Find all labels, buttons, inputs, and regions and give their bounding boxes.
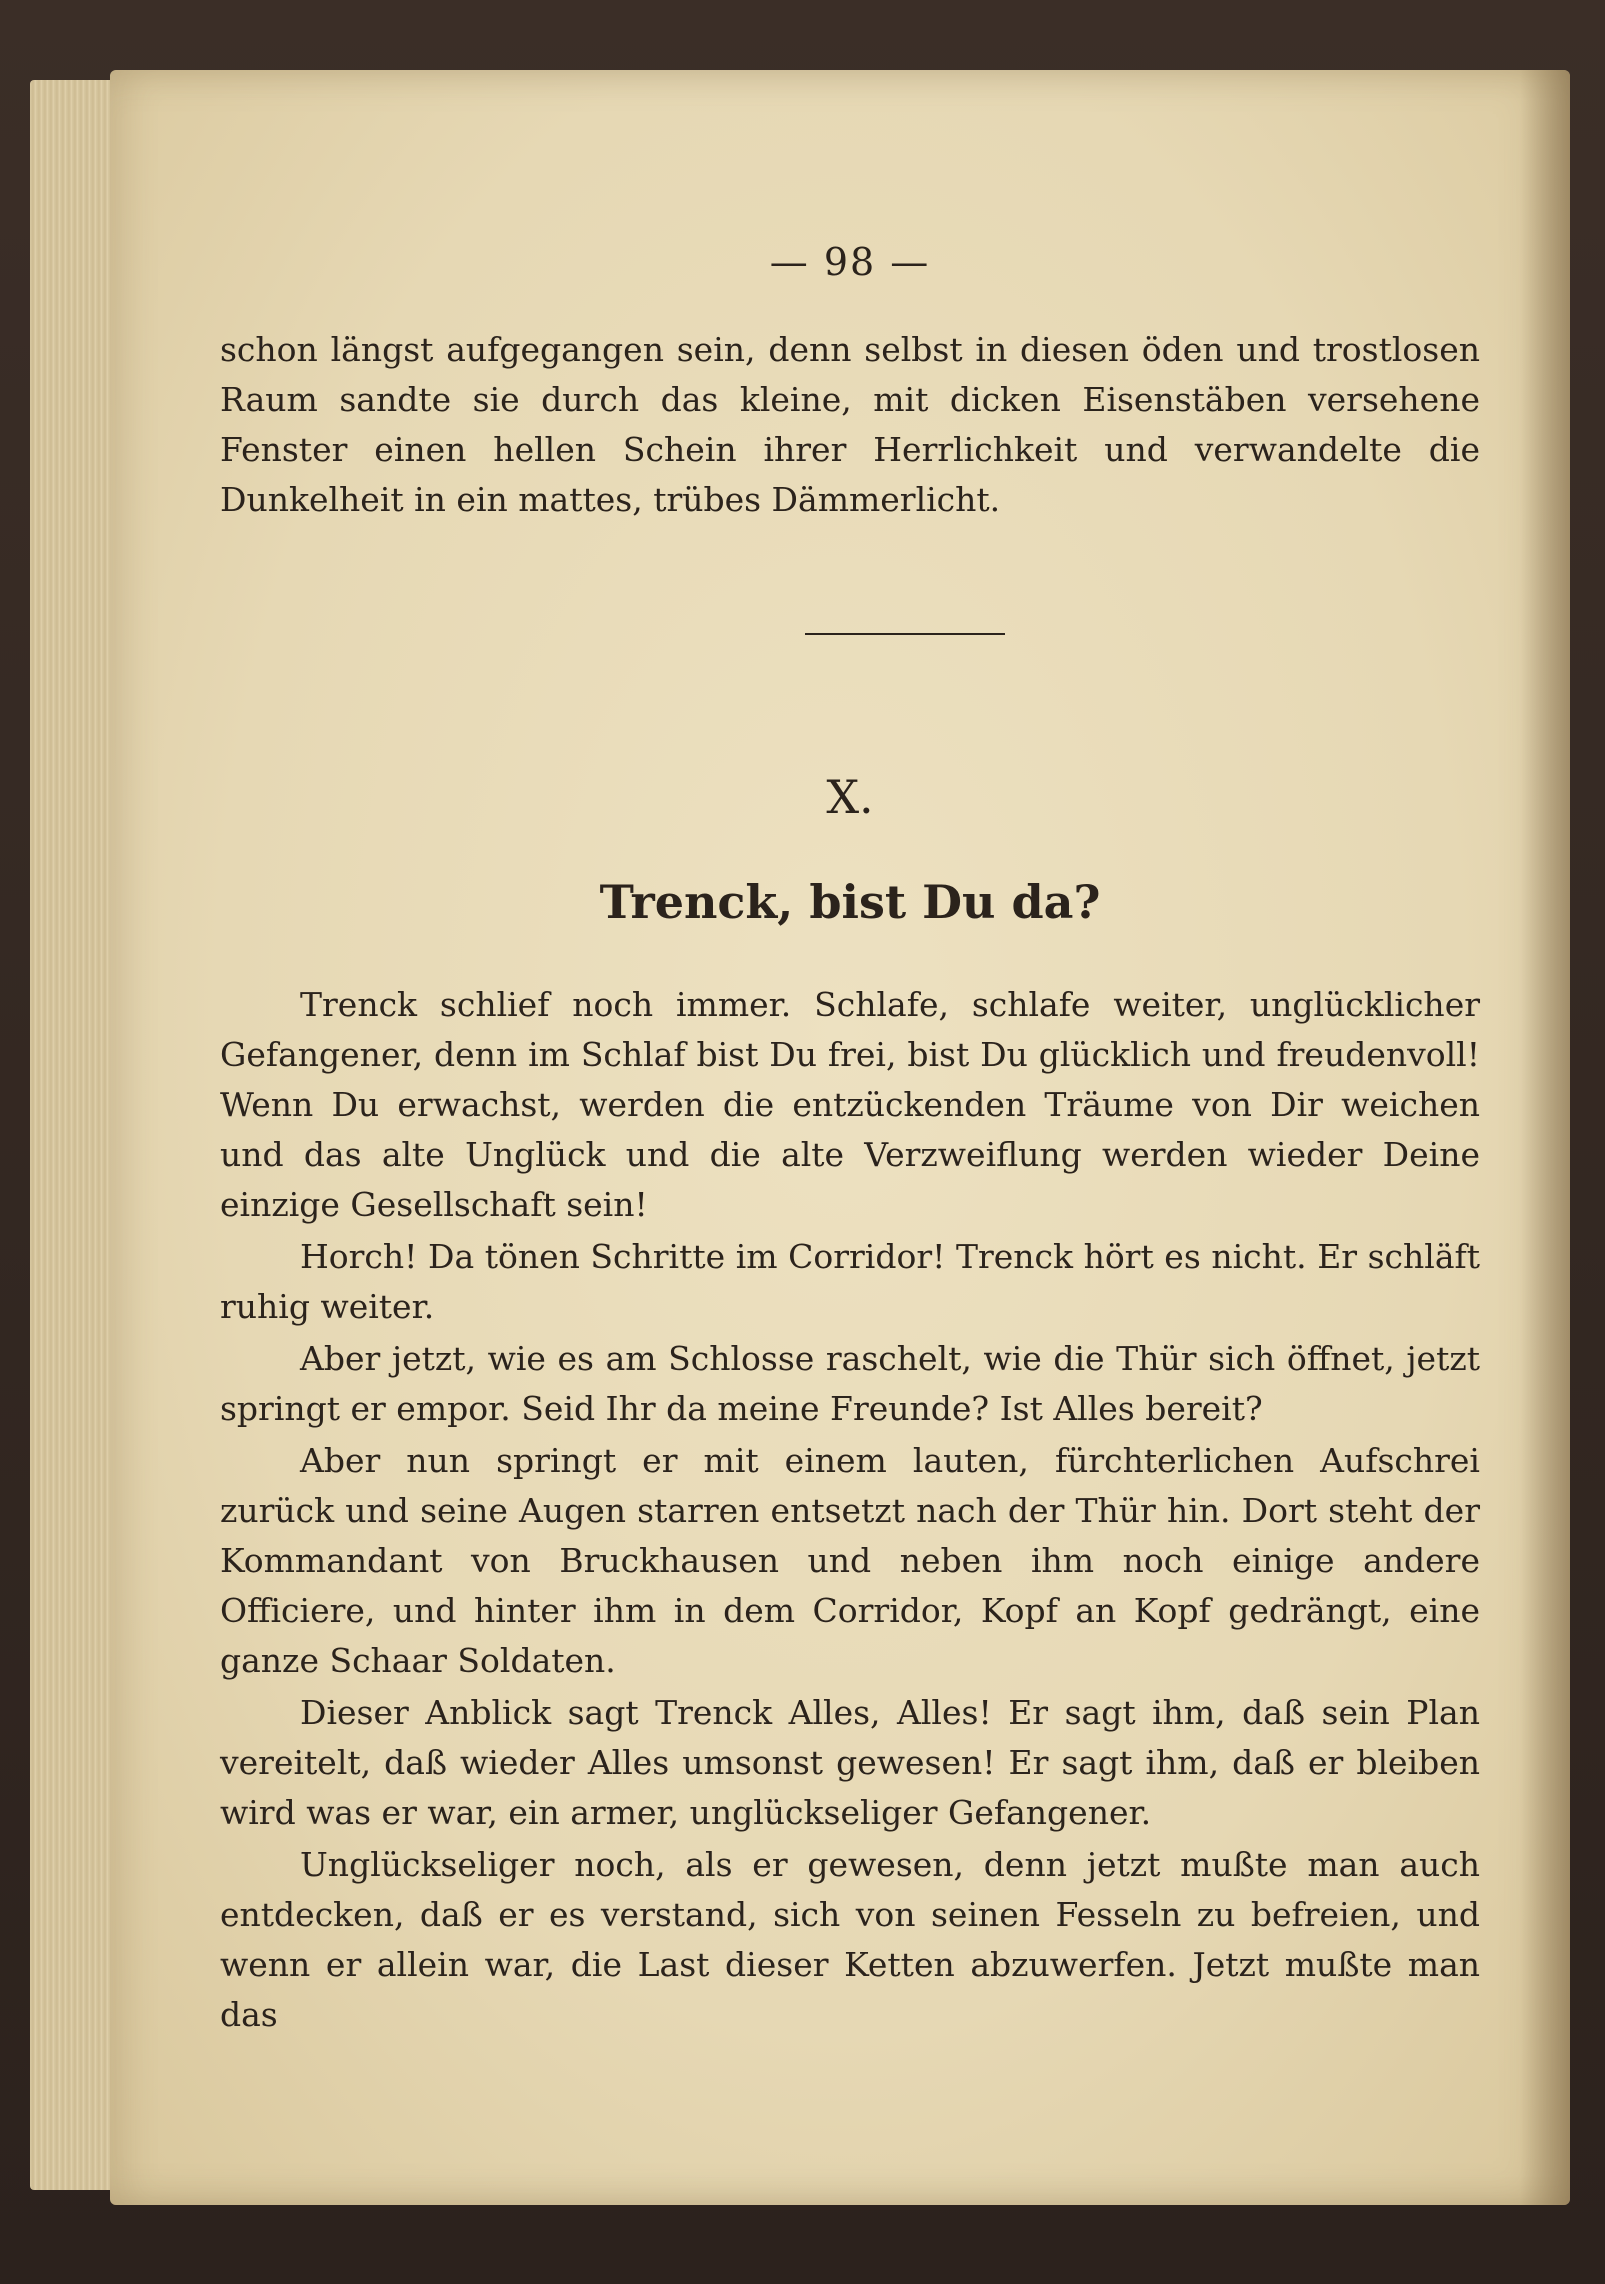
paragraph: Dieser Anblick sagt Trenck Alles, Alles! Er sagt ihm, daß sein Plan vereitelt, daß wieder Alles umsonst gewesen! Er sagt ihm, daß er bleiben wird was er war, ein armer, unglückseliger Gefangener. xyxy=(220,1693,1480,1832)
paragraph: Unglückseliger noch, als er gewesen, denn jetzt mußte man auch entdecken, daß er es verstand, sich von seinen Fesseln zu befreien, und wenn er allein war, die Last dieser Ketten abzuwerfen. Jetzt mußte man das xyxy=(220,1845,1480,2034)
page-number: — 98 — xyxy=(769,240,931,284)
section-divider xyxy=(805,633,1005,635)
paragraph: Horch! Da tönen Schritte im Corridor! Trenck hört es nicht. Er schläft ruhig weiter. xyxy=(220,1237,1480,1326)
chapter-title: Trenck, bist Du da? xyxy=(599,875,1101,929)
chapter-body xyxy=(220,980,1480,2042)
opening-paragraph: schon längst aufgegangen sein, denn selbst in diesen öden und trostlosen Raum sandte sie durch das kleine, mit dicken Eisenstäben versehene Fenster einen hellen Schein ihrer Herrlichkeit und verwandelte die Dunkelheit in ein mattes, trübes Dämmerlicht. xyxy=(220,330,1480,519)
chapter-number: X. xyxy=(826,770,874,824)
paragraph: Aber nun springt er mit einem lauten, fürchterlichen Aufschrei zurück und seine Augen starren entsetzt nach der Thür hin. Dort steht der Kommandant von Bruckhausen und neben ihm noch einige andere Officiere, und hinter ihm in dem Corridor, Kopf an Kopf gedrängt, eine ganze Schaar Soldaten. xyxy=(220,1441,1480,1680)
gutter-shadow xyxy=(1520,70,1570,2205)
paragraph: Aber jetzt, wie es am Schlosse raschelt, wie die Thür sich öffnet, jetzt springt er empor. Seid Ihr da meine Freunde? Ist Alles bereit? xyxy=(220,1339,1480,1428)
paragraph: Trenck schlief noch immer. Schlafe, schlafe weiter, unglücklicher Gefangener, denn im Schlaf bist Du frei, bist Du glücklich und freudenvoll! Wenn Du erwachst, werden die entzückenden Träume von Dir weichen und das alte Unglück und die alte Verzweiflung werden wieder Deine einzige Gesellschaft sein! xyxy=(220,985,1480,1224)
